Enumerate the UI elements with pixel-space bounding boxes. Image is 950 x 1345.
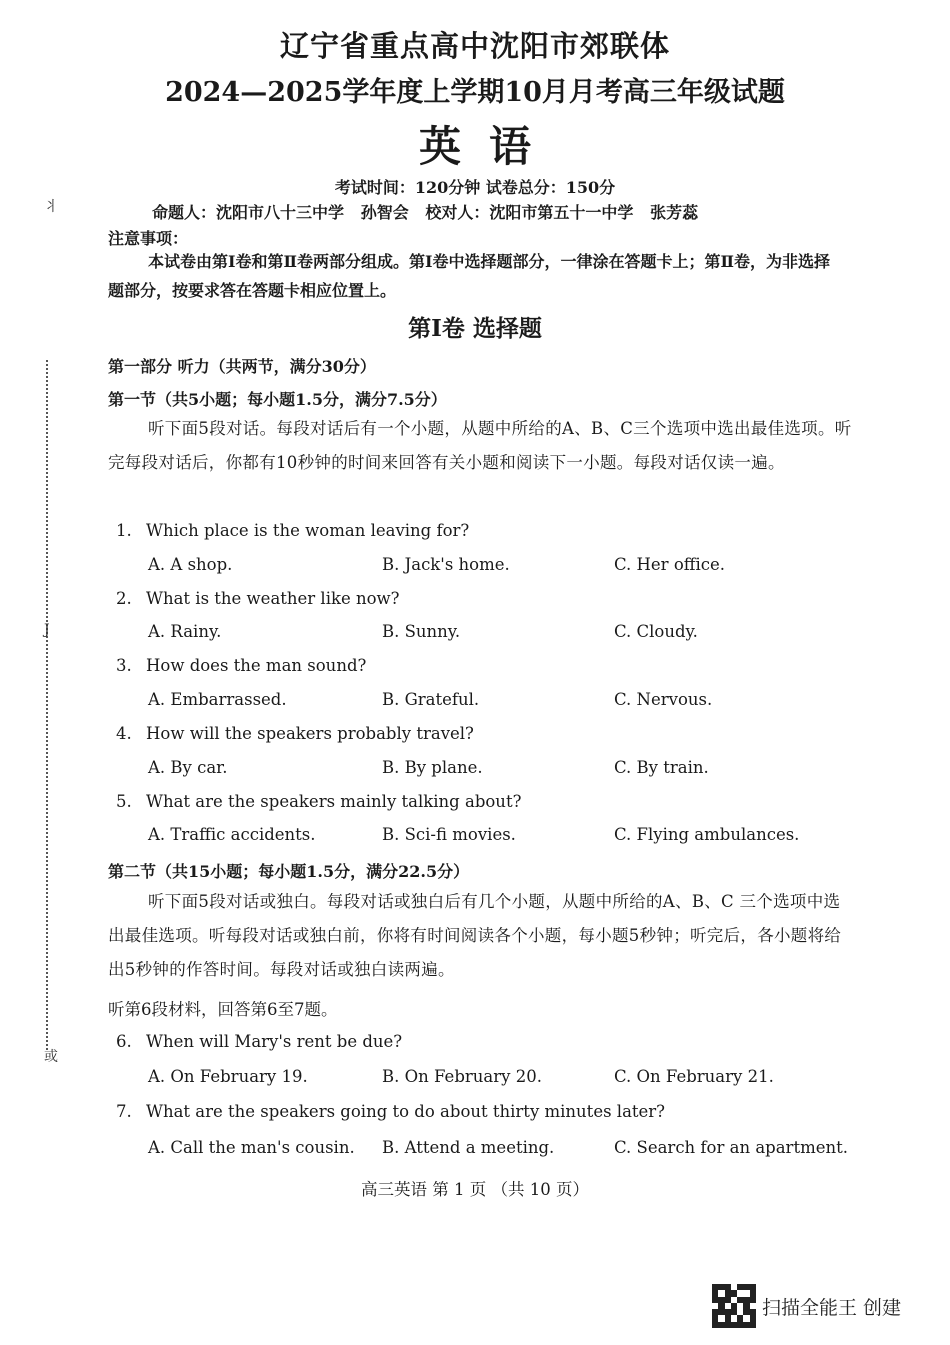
edge-mark: 或 [44, 1049, 58, 1065]
option-a: A. On February 19. [148, 1067, 308, 1086]
option-c: C. On February 21. [614, 1067, 774, 1086]
authors-line: 命题人：沈阳市八十三中学 孙智会 校对人：沈阳市第五十一中学 张芳蕊 [152, 203, 699, 222]
option-b: B. By plane. [382, 758, 483, 777]
question-text: What are the speakers going to do about thirty minutes later? [146, 1102, 666, 1121]
volume-heading: 第Ⅰ卷 选择题 [408, 315, 542, 342]
option-a: A. Embarrassed. [148, 690, 287, 709]
question-number: 7. [116, 1102, 132, 1121]
section1-instructions: 听下面5段对话。每段对话后有一个小题，从题中所给的A、B、C三个选项中选出最佳选项。听完每段对话后，你都有10秒钟的时间来回答有关小题和阅读下一小题。每段对话仅读一遍。 [108, 419, 852, 472]
exam-info: 考试时间：120分钟 试卷总分：150分 [334, 178, 616, 197]
option-b: B. Attend a meeting. [382, 1138, 555, 1157]
question [116, 589, 400, 608]
option-b: B. On February 20. [382, 1067, 542, 1086]
question-text: When will Mary's rent be due? [146, 1032, 403, 1051]
option-c: C. Cloudy. [614, 622, 698, 641]
section2-instructions: 听下面5段对话或独白。每段对话或独白后有几个小题，从题中所给的A、B、C 三个选项中选出最佳选项。听每段对话或独白前，你将有时间阅读各个小题，每小题5秒钟；听完后，各小题将给出5秒钟的作答时间。每段对话或独白读两遍。 [108, 892, 842, 979]
question [116, 656, 366, 675]
edge-mark: J [44, 622, 50, 638]
question-number: 4. [116, 724, 132, 743]
question-number: 5. [116, 792, 132, 811]
qr-code-icon [712, 1284, 756, 1328]
option-c: C. Flying ambulances. [614, 825, 800, 844]
option-a: A. Call the man's cousin. [148, 1138, 355, 1157]
option-c: C. Nervous. [614, 690, 713, 709]
question-text: How will the speakers probably travel? [146, 724, 474, 743]
exam-title-line2: 2024—2025学年度上学期10月月考高三年级试题 [165, 77, 785, 108]
option-b: B. Sunny. [382, 622, 461, 641]
question-text: How does the man sound? [146, 656, 367, 675]
option-a: A. By car. [148, 758, 228, 777]
option-a: A. Traffic accidents. [148, 825, 316, 844]
part1-heading: 第一部分 听力（共两节，满分30分） [108, 357, 376, 376]
question [116, 1032, 402, 1051]
option-c: C. Search for an apartment. [614, 1138, 848, 1157]
question-number: 2. [116, 589, 132, 608]
question-number: 1. [116, 521, 132, 540]
subject-title: 英语 [418, 122, 559, 171]
notice-heading: 注意事项： [108, 229, 189, 248]
page-footer: 高三英语 第 1 页 （共 10 页） [361, 1180, 589, 1199]
scanner-stamp [712, 1284, 901, 1328]
question-text: Which place is the woman leaving for? [146, 521, 470, 540]
scanner-stamp-text: 扫描全能王 创建 [762, 1296, 902, 1319]
option-a: A. A shop. [148, 555, 233, 574]
question [116, 521, 469, 540]
question-text: What is the weather like now? [146, 589, 400, 608]
section1-heading: 第一节（共5小题；每小题1.5分，满分7.5分） [108, 390, 447, 409]
question-text: What are the speakers mainly talking about? [146, 792, 522, 811]
exam-title-line1: 辽宁省重点高中沈阳市郊联体 [279, 29, 670, 63]
edge-mark: 丬 [44, 199, 58, 215]
option-b: B. Grateful. [382, 690, 480, 709]
section2-heading: 第二节（共15小题；每小题1.5分，满分22.5分） [108, 862, 470, 881]
material-note: 听第6段材料，回答第6至7题。 [108, 1000, 338, 1019]
option-c: C. Her office. [614, 555, 725, 574]
question [116, 724, 474, 743]
notice-body: 本试卷由第Ⅰ卷和第Ⅱ卷两部分组成。第Ⅰ卷中选择题部分，一律涂在答题卡上；第Ⅱ卷，为非选择题部分，按要求答在答题卡相应位置上。 [108, 252, 830, 300]
option-b: B. Jack's home. [382, 555, 510, 574]
option-c: C. By train. [614, 758, 709, 777]
question [116, 1102, 665, 1121]
question-number: 3. [116, 656, 132, 675]
question-number: 6. [116, 1032, 132, 1051]
option-a: A. Rainy. [148, 622, 222, 641]
option-b: B. Sci-fi movies. [382, 825, 516, 844]
question [116, 792, 521, 811]
binding-dotted-line [46, 360, 48, 1050]
